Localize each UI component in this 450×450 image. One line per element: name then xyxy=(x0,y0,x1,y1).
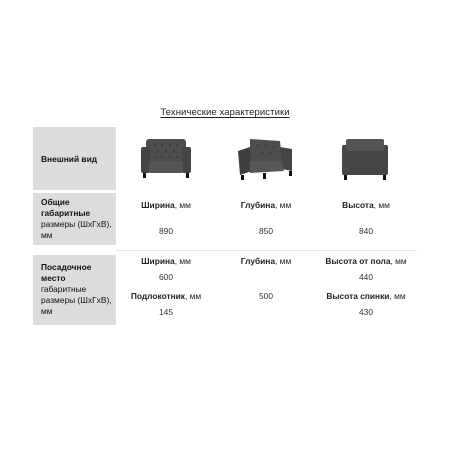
row-label-appearance: Внешний вид xyxy=(33,127,116,190)
backrest-height-label: Высота спинки, мм xyxy=(326,291,406,301)
armchair-back-icon xyxy=(340,137,390,181)
overall-depth-value: 850 xyxy=(259,226,273,236)
row-label-seat: Посадочное место габаритные размеры (ШхГхВ), мм xyxy=(33,255,116,325)
armchair-front-icon xyxy=(140,137,192,179)
page-title: Технические характеристики xyxy=(160,107,290,118)
overall-width-value: 890 xyxy=(159,226,173,236)
seat-height-value: 440 xyxy=(359,272,373,282)
backrest-height-value: 430 xyxy=(359,307,373,317)
seat-depth-label: Глубина, мм xyxy=(240,256,292,266)
armrest-label: Подлокотник, мм xyxy=(130,291,202,301)
seat-depth-value: 500 xyxy=(259,291,273,301)
armchair-angle-icon xyxy=(236,137,296,181)
seat-width-value: 600 xyxy=(159,272,173,282)
row-label-overall: Общие габаритные размеры (ШхГхВ), мм xyxy=(33,193,116,245)
overall-height-value: 840 xyxy=(359,226,373,236)
overall-height-label: Высота, мм xyxy=(342,200,390,210)
armrest-value: 145 xyxy=(159,307,173,317)
overall-depth-label: Глубина, мм xyxy=(240,200,292,210)
row-divider xyxy=(116,250,417,251)
seat-width-label: Ширина, мм xyxy=(141,256,191,266)
overall-width-label: Ширина, мм xyxy=(141,200,191,210)
seat-height-label: Высота от пола, мм xyxy=(325,256,407,266)
